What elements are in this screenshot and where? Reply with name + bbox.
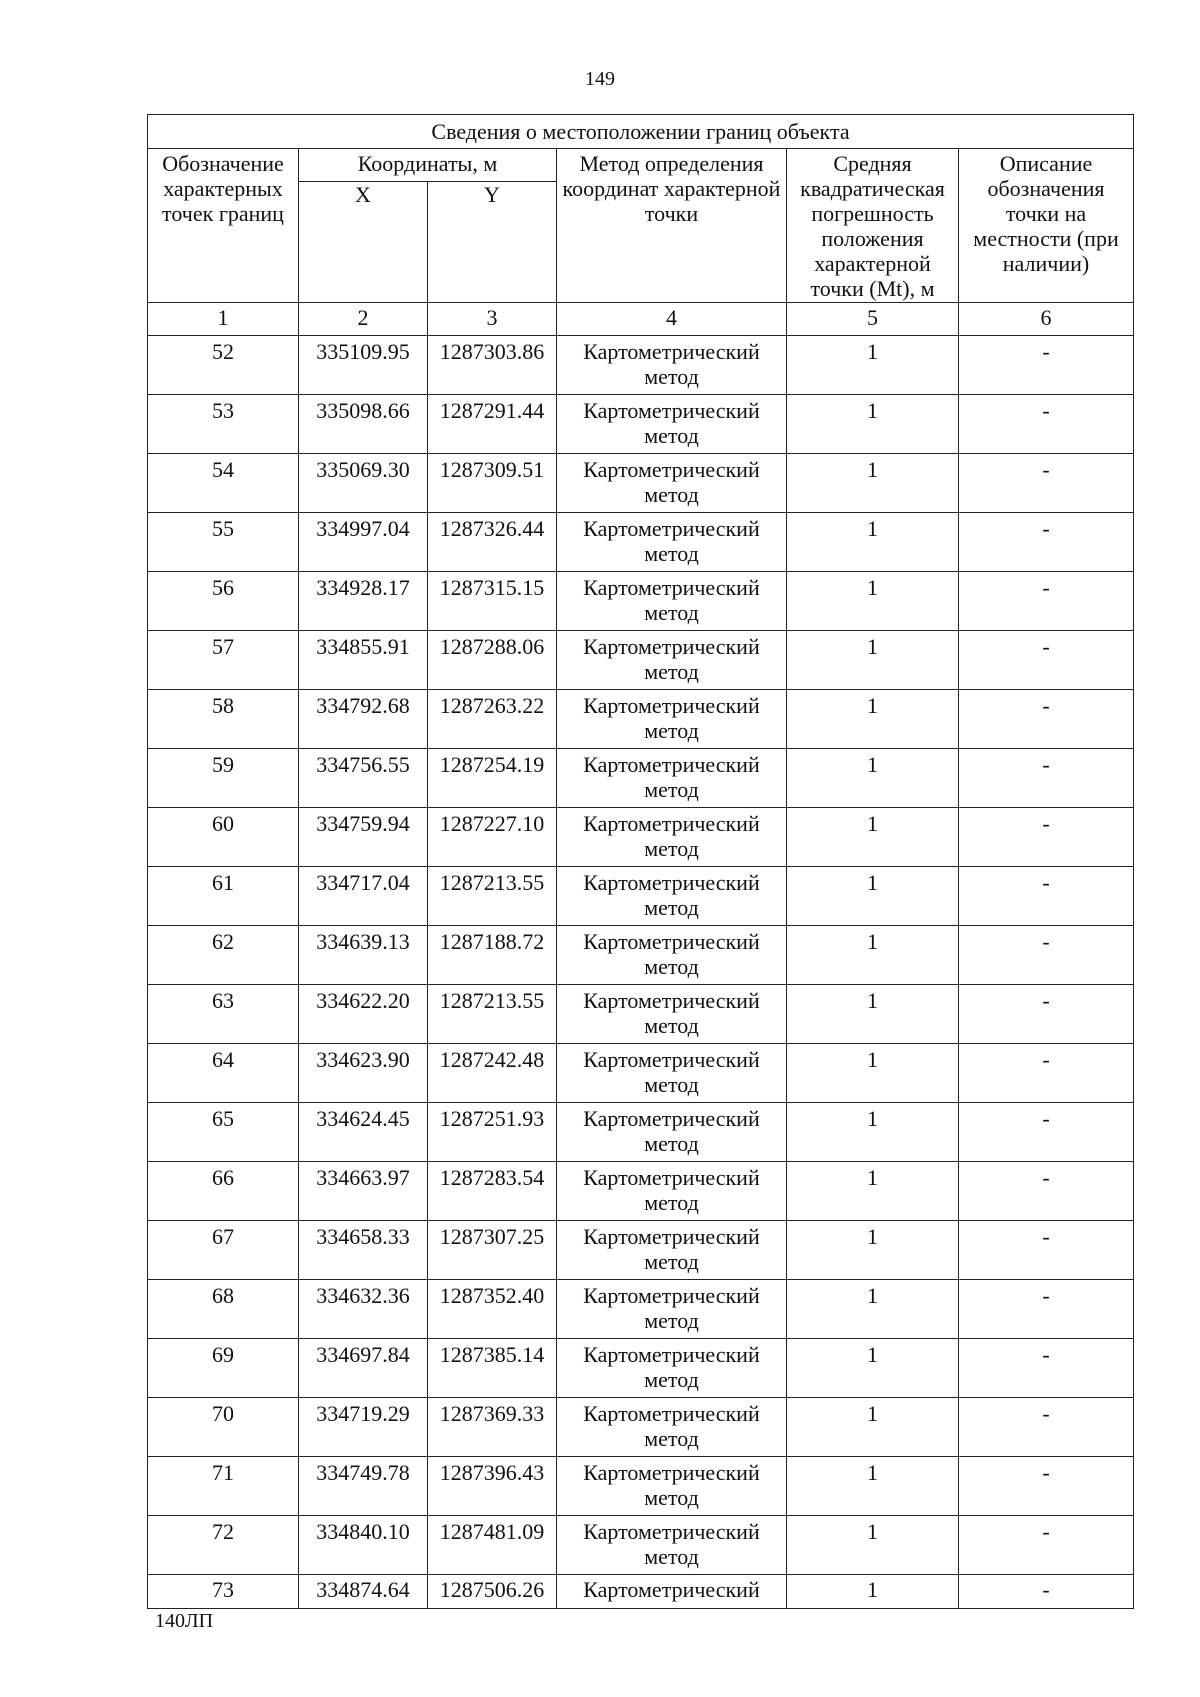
header-point-designation: Обозначение характерных точек границ <box>148 149 299 303</box>
method-cell: Картометрический метод <box>557 1339 787 1398</box>
table-row <box>148 336 1134 395</box>
y-cell: 1287307.25 <box>428 1221 557 1280</box>
header-x: X <box>299 182 428 303</box>
method-cell: Картометрический метод <box>557 513 787 572</box>
description-cell: - <box>959 631 1134 690</box>
point-cell: 52 <box>148 336 299 395</box>
y-cell: 1287213.55 <box>428 867 557 926</box>
error-cell: 1 <box>787 1398 959 1457</box>
error-cell: 1 <box>787 808 959 867</box>
table-row <box>148 926 1134 985</box>
y-cell: 1287242.48 <box>428 1044 557 1103</box>
method-cell: Картометрический метод <box>557 336 787 395</box>
table-row <box>148 1575 1134 1609</box>
description-cell: - <box>959 690 1134 749</box>
column-number: 6 <box>959 303 1134 336</box>
description-cell: - <box>959 749 1134 808</box>
x-cell: 335069.30 <box>299 454 428 513</box>
table-row <box>148 454 1134 513</box>
x-cell: 334663.97 <box>299 1162 428 1221</box>
table-row <box>148 1516 1134 1575</box>
method-cell: Картометрический метод <box>557 1162 787 1221</box>
error-cell: 1 <box>787 336 959 395</box>
y-cell: 1287263.22 <box>428 690 557 749</box>
point-cell: 61 <box>148 867 299 926</box>
description-cell: - <box>959 1044 1134 1103</box>
table-row <box>148 1044 1134 1103</box>
point-cell: 67 <box>148 1221 299 1280</box>
error-cell: 1 <box>787 1221 959 1280</box>
y-cell: 1287303.86 <box>428 336 557 395</box>
description-cell: - <box>959 1339 1134 1398</box>
description-cell: - <box>959 572 1134 631</box>
error-cell: 1 <box>787 926 959 985</box>
method-cell: Картометрический метод <box>557 1280 787 1339</box>
x-cell: 334639.13 <box>299 926 428 985</box>
x-cell: 334717.04 <box>299 867 428 926</box>
description-cell: - <box>959 1280 1134 1339</box>
table-row <box>148 395 1134 454</box>
y-cell: 1287283.54 <box>428 1162 557 1221</box>
x-cell: 335098.66 <box>299 395 428 454</box>
column-number: 1 <box>148 303 299 336</box>
y-cell: 1287227.10 <box>428 808 557 867</box>
table-title: Сведения о местоположении границ объекта <box>148 115 1134 149</box>
error-cell: 1 <box>787 985 959 1044</box>
x-cell: 334622.20 <box>299 985 428 1044</box>
page-number: 149 <box>585 68 615 90</box>
point-cell: 57 <box>148 631 299 690</box>
description-cell: - <box>959 1221 1134 1280</box>
description-cell: - <box>959 926 1134 985</box>
method-cell: Картометрический метод <box>557 572 787 631</box>
error-cell: 1 <box>787 1339 959 1398</box>
table-body <box>148 336 1134 1609</box>
header-description: Описание обозначения точки на местности (при наличии) <box>959 149 1134 303</box>
x-cell: 334632.36 <box>299 1280 428 1339</box>
point-cell: 62 <box>148 926 299 985</box>
point-cell: 63 <box>148 985 299 1044</box>
header-coordinates-group: Координаты, м <box>299 149 557 182</box>
description-cell: - <box>959 336 1134 395</box>
error-cell: 1 <box>787 1516 959 1575</box>
table-row <box>148 1162 1134 1221</box>
y-cell: 1287315.15 <box>428 572 557 631</box>
method-cell: Картометрический метод <box>557 1516 787 1575</box>
point-cell: 53 <box>148 395 299 454</box>
point-cell: 55 <box>148 513 299 572</box>
header-method: Метод определения координат характерной точки <box>557 149 787 303</box>
error-cell: 1 <box>787 395 959 454</box>
x-cell: 334623.90 <box>299 1044 428 1103</box>
column-number: 2 <box>299 303 428 336</box>
x-cell: 334658.33 <box>299 1221 428 1280</box>
table-row <box>148 808 1134 867</box>
y-cell: 1287251.93 <box>428 1103 557 1162</box>
y-cell: 1287213.55 <box>428 985 557 1044</box>
table-row <box>148 1221 1134 1280</box>
y-cell: 1287188.72 <box>428 926 557 985</box>
point-cell: 58 <box>148 690 299 749</box>
method-cell: Картометрический метод <box>557 985 787 1044</box>
table-row <box>148 1103 1134 1162</box>
point-cell: 65 <box>148 1103 299 1162</box>
description-cell: - <box>959 1398 1134 1457</box>
x-cell: 334759.94 <box>299 808 428 867</box>
x-cell: 334756.55 <box>299 749 428 808</box>
y-cell: 1287369.33 <box>428 1398 557 1457</box>
error-cell: 1 <box>787 1162 959 1221</box>
x-cell: 334997.04 <box>299 513 428 572</box>
x-cell: 334855.91 <box>299 631 428 690</box>
error-cell: 1 <box>787 1044 959 1103</box>
table-row <box>148 1457 1134 1516</box>
y-cell: 1287506.26 <box>428 1575 557 1609</box>
point-cell: 70 <box>148 1398 299 1457</box>
description-cell: - <box>959 395 1134 454</box>
error-cell: 1 <box>787 454 959 513</box>
y-cell: 1287385.14 <box>428 1339 557 1398</box>
method-cell: Картометрический метод <box>557 1398 787 1457</box>
point-cell: 69 <box>148 1339 299 1398</box>
boundary-coordinates-table <box>147 114 1134 1609</box>
method-cell: Картометрический метод <box>557 867 787 926</box>
method-cell: Картометрический метод <box>557 395 787 454</box>
method-cell: Картометрический метод <box>557 1044 787 1103</box>
header-mean-error: Средняя квадратическая погрешность положения характерной точки (Mt), м <box>787 149 959 303</box>
error-cell: 1 <box>787 1575 959 1609</box>
error-cell: 1 <box>787 749 959 808</box>
table-row <box>148 1280 1134 1339</box>
method-cell: Картометрический метод <box>557 749 787 808</box>
point-cell: 56 <box>148 572 299 631</box>
x-cell: 334792.68 <box>299 690 428 749</box>
description-cell: - <box>959 1457 1134 1516</box>
method-cell: Картометрический метод <box>557 454 787 513</box>
x-cell: 334624.45 <box>299 1103 428 1162</box>
table-row <box>148 867 1134 926</box>
table-row <box>148 985 1134 1044</box>
description-cell: - <box>959 808 1134 867</box>
method-cell: Картометрический метод <box>557 631 787 690</box>
method-cell: Картометрический метод <box>557 1221 787 1280</box>
method-cell: Картометрический <box>557 1575 787 1609</box>
table-row <box>148 572 1134 631</box>
x-cell: 334749.78 <box>299 1457 428 1516</box>
point-cell: 72 <box>148 1516 299 1575</box>
error-cell: 1 <box>787 631 959 690</box>
point-cell: 60 <box>148 808 299 867</box>
column-number: 4 <box>557 303 787 336</box>
column-numbers-row <box>148 303 1134 336</box>
point-cell: 59 <box>148 749 299 808</box>
x-cell: 334719.29 <box>299 1398 428 1457</box>
error-cell: 1 <box>787 1457 959 1516</box>
error-cell: 1 <box>787 1103 959 1162</box>
method-cell: Картометрический метод <box>557 1457 787 1516</box>
point-cell: 71 <box>148 1457 299 1516</box>
y-cell: 1287326.44 <box>428 513 557 572</box>
y-cell: 1287396.43 <box>428 1457 557 1516</box>
table-row <box>148 690 1134 749</box>
column-number: 5 <box>787 303 959 336</box>
y-cell: 1287291.44 <box>428 395 557 454</box>
description-cell: - <box>959 1103 1134 1162</box>
method-cell: Картометрический метод <box>557 808 787 867</box>
table-row <box>148 1339 1134 1398</box>
description-cell: - <box>959 1162 1134 1221</box>
description-cell: - <box>959 867 1134 926</box>
y-cell: 1287288.06 <box>428 631 557 690</box>
table-row <box>148 1398 1134 1457</box>
x-cell: 334874.64 <box>299 1575 428 1609</box>
error-cell: 1 <box>787 690 959 749</box>
point-cell: 54 <box>148 454 299 513</box>
column-number: 3 <box>428 303 557 336</box>
method-cell: Картометрический метод <box>557 1103 787 1162</box>
error-cell: 1 <box>787 1280 959 1339</box>
description-cell: - <box>959 985 1134 1044</box>
description-cell: - <box>959 454 1134 513</box>
error-cell: 1 <box>787 513 959 572</box>
description-cell: - <box>959 1575 1134 1609</box>
y-cell: 1287481.09 <box>428 1516 557 1575</box>
point-cell: 68 <box>148 1280 299 1339</box>
table-row <box>148 513 1134 572</box>
method-cell: Картометрический метод <box>557 926 787 985</box>
x-cell: 335109.95 <box>299 336 428 395</box>
y-cell: 1287352.40 <box>428 1280 557 1339</box>
error-cell: 1 <box>787 572 959 631</box>
description-cell: - <box>959 1516 1134 1575</box>
method-cell: Картометрический метод <box>557 690 787 749</box>
point-cell: 73 <box>148 1575 299 1609</box>
table-row <box>148 749 1134 808</box>
point-cell: 64 <box>148 1044 299 1103</box>
x-cell: 334840.10 <box>299 1516 428 1575</box>
x-cell: 334697.84 <box>299 1339 428 1398</box>
x-cell: 334928.17 <box>299 572 428 631</box>
description-cell: - <box>959 513 1134 572</box>
header-y: Y <box>428 182 557 303</box>
y-cell: 1287254.19 <box>428 749 557 808</box>
error-cell: 1 <box>787 867 959 926</box>
document-code: 140ЛП <box>155 1610 214 1632</box>
y-cell: 1287309.51 <box>428 454 557 513</box>
point-cell: 66 <box>148 1162 299 1221</box>
table-row <box>148 631 1134 690</box>
